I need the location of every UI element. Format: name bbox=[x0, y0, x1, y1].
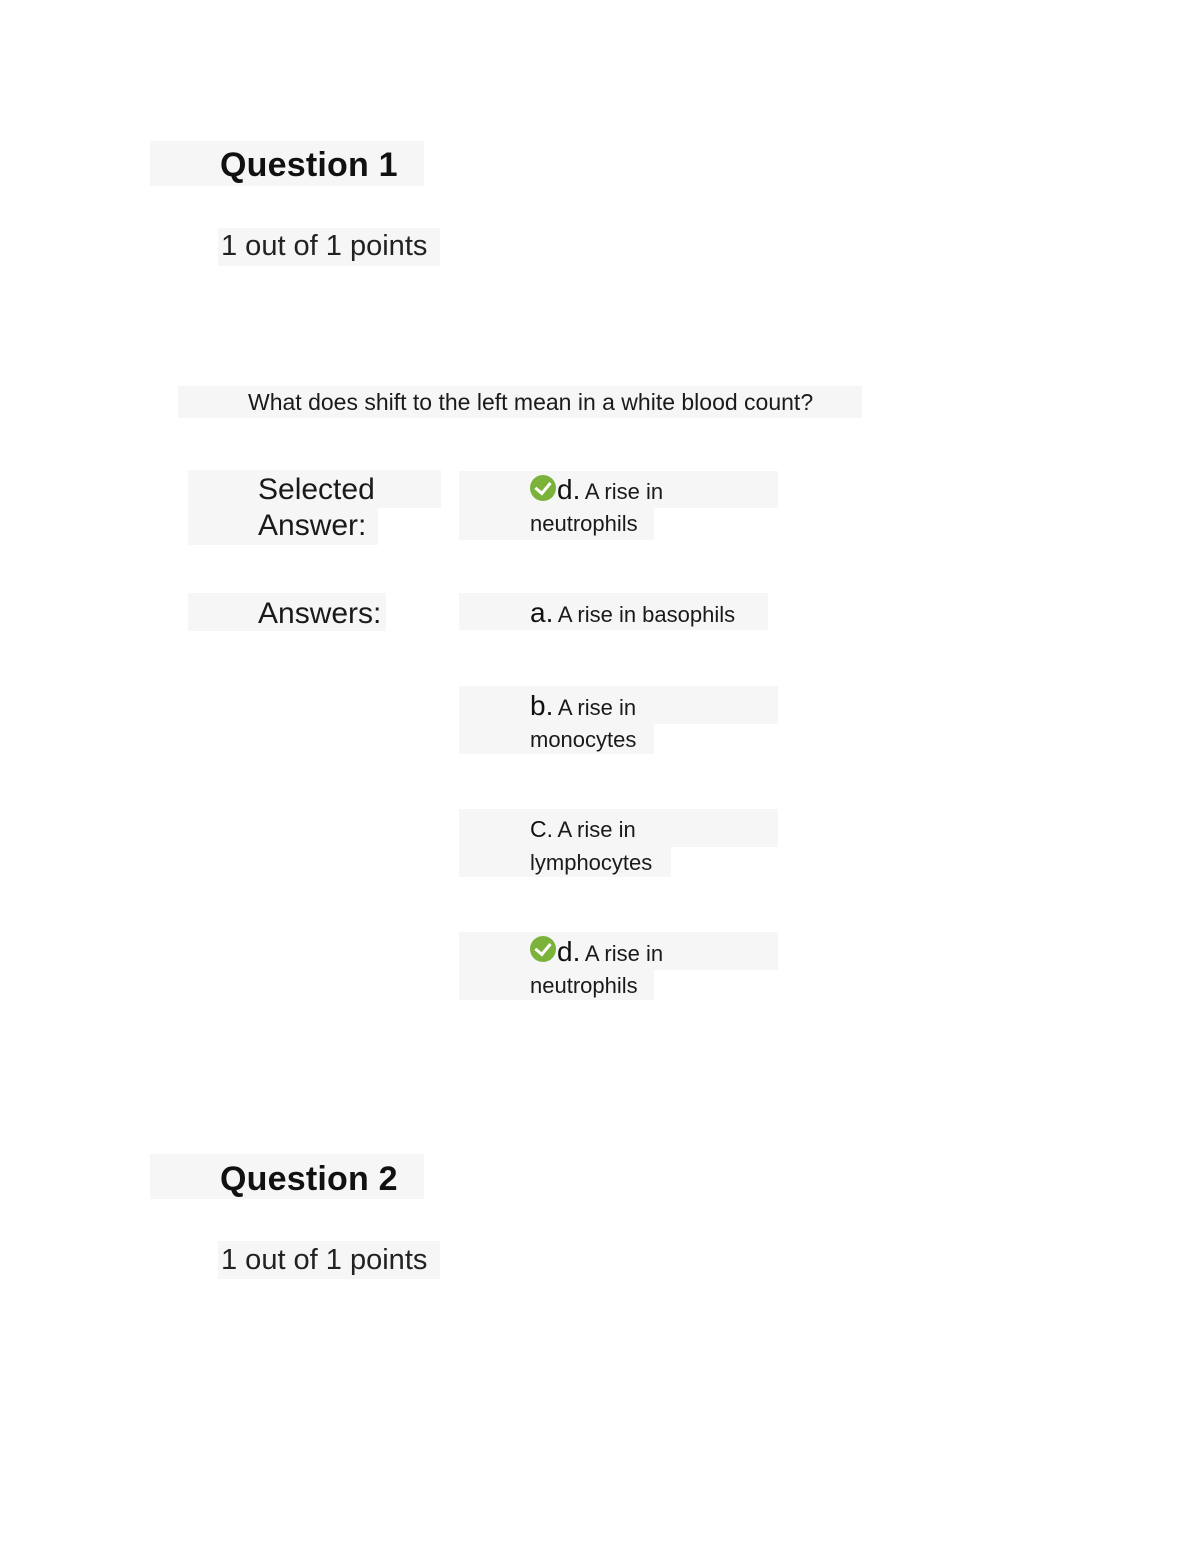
check-circle-icon bbox=[530, 475, 556, 501]
answer-d-text-line2: neutrophils bbox=[530, 973, 638, 998]
answer-b-text-line2: monocytes bbox=[530, 727, 637, 752]
check-circle-icon bbox=[530, 936, 556, 962]
question-prompt: What does shift to the left mean in a white blood count? bbox=[248, 389, 814, 415]
question-title: Question 1 bbox=[220, 146, 398, 184]
selected-answer-label: Selected Answer: bbox=[258, 473, 375, 542]
selected-answer-text-line2: neutrophils bbox=[530, 511, 638, 536]
answer-letter: a. bbox=[530, 597, 554, 628]
answer-letter: b. bbox=[530, 690, 554, 721]
answer-option-d bbox=[557, 938, 663, 966]
answer-text: A rise in basophils bbox=[557, 602, 736, 627]
answer-text: A rise in bbox=[584, 941, 664, 966]
answer-letter: C. bbox=[530, 816, 553, 842]
answer-letter: d. bbox=[557, 936, 581, 967]
answer-option-b bbox=[530, 692, 636, 720]
answers-label: Answers: bbox=[258, 597, 382, 630]
answer-option-c bbox=[530, 818, 636, 841]
selected-answer-letter: d. bbox=[557, 474, 581, 505]
question-title: Question 2 bbox=[220, 1160, 398, 1198]
answer-text: A rise in bbox=[557, 817, 636, 842]
answer-c-text-line2: lymphocytes bbox=[530, 850, 653, 875]
answer-option-a bbox=[530, 599, 735, 627]
selected-answer-line1 bbox=[557, 476, 663, 504]
question-points: 1 out of 1 points bbox=[221, 1244, 428, 1276]
question-points: 1 out of 1 points bbox=[221, 230, 428, 262]
answer-text: A rise in bbox=[557, 695, 637, 720]
selected-answer-text: A rise in bbox=[584, 479, 664, 504]
